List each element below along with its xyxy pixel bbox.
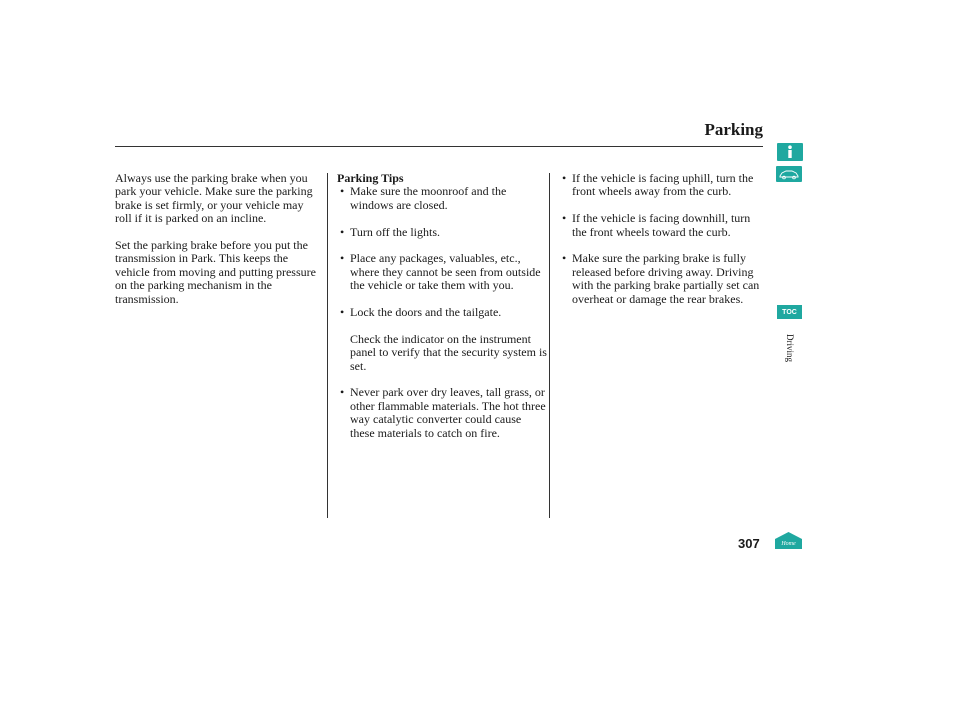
column-wheels	[559, 172, 764, 319]
page-title: Parking	[704, 120, 763, 139]
car-index-icon[interactable]	[776, 166, 802, 182]
tip-lock-doors: • Lock the doors and the tailgate.	[337, 306, 547, 319]
car-outline-icon	[778, 168, 800, 180]
page-number: 307	[738, 536, 760, 551]
intro-paragraph-1: Always use the parking brake when you park your vehicle. Make sure the parking brake is set firmly, or your vehicle may roll if it is parked on an incline.	[115, 171, 313, 226]
home-icon[interactable]	[775, 532, 802, 549]
tip-downhill: • If the vehicle is facing downhill, turn the front wheels toward the curb.	[559, 212, 764, 239]
tip-flammable: • Never park over dry leaves, tall grass, or other flammable materials. The hot three way catalytic converter could cause these materials to catch on fire.	[337, 386, 547, 440]
tip-moonroof: • Make sure the moonroof and the windows are closed.	[337, 185, 547, 212]
info-glyph-icon	[785, 145, 795, 159]
tip-packages: • Place any packages, valuables, etc., where they cannot be seen from outside the vehicle or take them with you.	[337, 252, 547, 292]
column-intro	[115, 172, 320, 319]
parking-tips-heading: Parking Tips	[337, 171, 404, 185]
tip-uphill: • If the vehicle is facing uphill, turn the front wheels away from the curb.	[559, 172, 764, 199]
tip-lights: • Turn off the lights.	[337, 226, 547, 239]
tip-release-brake: • Make sure the parking brake is fully released before driving away. Driving with the parking brake partially set can overheat or damage the rear brakes.	[559, 252, 764, 306]
tip-security-indicator: Check the indicator on the instrument panel to verify that the security system is set.	[350, 331, 547, 373]
toc-button[interactable]: TOC	[777, 305, 802, 319]
intro-paragraph-2: Set the parking brake before you put the transmission in Park. This keeps the vehicle from moving and putting pressure on the parking mechanism in the transmission.	[115, 238, 316, 306]
section-tab-driving[interactable]: Driving	[785, 334, 795, 362]
column-parking-tips	[337, 172, 547, 453]
column-divider-2	[549, 173, 550, 518]
info-icon[interactable]	[777, 143, 803, 161]
title-rule	[115, 146, 763, 147]
home-label: Home	[781, 541, 796, 547]
column-divider-1	[327, 173, 328, 518]
